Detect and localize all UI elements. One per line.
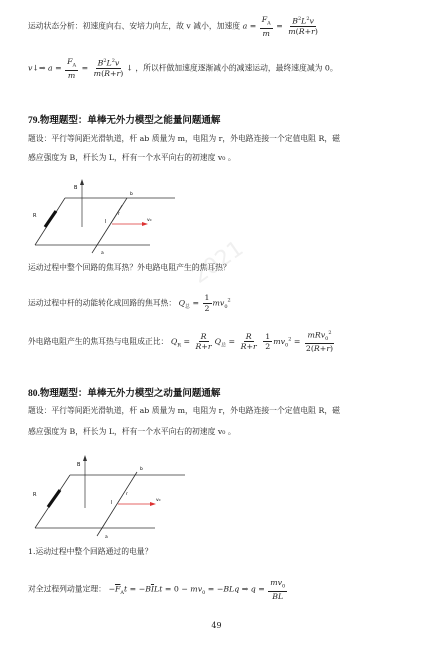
section-79-title: 79.物理题型：单棒无外力模型之能量问题通解 bbox=[28, 116, 221, 126]
page-number: 49 bbox=[211, 621, 222, 630]
fraction: $\frac{F_A}{m}$ bbox=[67, 57, 77, 80]
section-79-problem-line2: 感应强度为 B，杆长为 L，杆有一个水平向右的初速度 v₀ 。 bbox=[28, 153, 236, 162]
section-79-step2: 外电路电阻产生的焦耳热与电阻成正比： $Q_R$ = $\frac{R}{R+r}$ $Q_总$ = $\frac{R}{R+r}$ $\frac{1}{2}$ $mv_0^2$ = $\frac{mRv_0^2}{2(R+r)}$ bbox=[28, 330, 334, 354]
label-r: r bbox=[126, 492, 128, 497]
fraction: $\frac{B^2L^2v}{m(R+r)}$ bbox=[288, 16, 318, 37]
label-b: b bbox=[130, 192, 133, 197]
label-v0: v₀ bbox=[156, 498, 161, 503]
label-B: B bbox=[77, 462, 81, 468]
label-B: B bbox=[74, 185, 78, 191]
section-79-step1: 运动过程中杆的动能转化成回路的焦耳热： $Q_总$ = $\frac{1}{2}$ $mv_0^2$ bbox=[28, 293, 231, 313]
fraction: $\frac{R}{R+r}$ bbox=[195, 331, 212, 352]
section-80-step1: 对全过程列动量定理： $-\overline{F}_At = -B\overline{I}Lt = 0 - mv_0 = -BLq$ ⇒ q = $\frac{mv_0}{BL}$ bbox=[28, 578, 286, 601]
fraction: $\frac{F_A}{m}$ bbox=[261, 15, 271, 38]
label-v0: v₀ bbox=[147, 218, 152, 223]
section-79-problem-line1: 题设：平行等间距光滑轨道，杆 ab 质量为 m，电阻为 r，外电路连接一个定值电阻 R，磁 bbox=[28, 134, 340, 143]
watermark: 2021 bbox=[187, 236, 249, 289]
label-l: l bbox=[105, 219, 107, 225]
motion-analysis-line: 运动状态分析：初速度向右、安培力向左，故 v 减小，加速度 a = $\frac{F_A}{m}$ = $\frac{B^2L^2v}{m(R+r)}$ bbox=[28, 15, 318, 38]
label-R: R bbox=[33, 492, 37, 498]
motion-conclusion-line: v↓⇒ a = $\frac{F_A}{m}$ = $\frac{B^2L^2v}{m(R+r)}$ ↓ ，所以杆做加速度逐渐减小的减速运动，最终速度减为 0。 bbox=[28, 57, 338, 80]
label-a: a bbox=[105, 535, 108, 540]
section-80-title: 80.物理题型：单棒无外力模型之动量问题通解 bbox=[28, 389, 221, 399]
fraction: $\frac{B^2L^2v}{m(R+r)}$ bbox=[93, 58, 124, 79]
section-80-question: 1.运动过程中整个回路通过的电量？ bbox=[28, 547, 153, 556]
section-80-problem-line1: 题设：平行等间距光滑轨道，杆 ab 质量为 m，电阻为 r，外电路连接一个定值电阻 R，磁 bbox=[28, 406, 340, 415]
fraction: $\frac{mRv_0^2}{2(R+r)}$ bbox=[305, 330, 334, 354]
label-a: a bbox=[101, 251, 104, 256]
section-80-step1-text: 对全过程列动量定理： bbox=[28, 584, 106, 594]
label-l: l bbox=[111, 500, 113, 506]
section-79-question: 运动过程中整个回路的焦耳热？外电路电阻产生的焦耳热？ bbox=[28, 263, 231, 272]
fraction: $\frac{1}{2}$ bbox=[204, 293, 210, 313]
section-79-step2-text: 外电路电阻产生的焦耳热与电阻成正比： bbox=[28, 336, 169, 346]
section-79-step1-text: 运动过程中杆的动能转化成回路的焦耳热： bbox=[28, 298, 177, 308]
motion-conclusion-text: ，所以杆做加速度逐渐减小的减速运动，最终速度减为 0。 bbox=[135, 63, 338, 73]
label-R: R bbox=[33, 213, 37, 219]
label-b: b bbox=[140, 467, 143, 472]
fraction: $\frac{mv_0}{BL}$ bbox=[270, 578, 286, 601]
section-80-problem-line2: 感应强度为 B，杆长为 L，杆有一个水平向右的初速度 v₀ 。 bbox=[28, 427, 236, 436]
label-r: r bbox=[118, 212, 120, 217]
fraction: $\frac{1}{2}$ bbox=[265, 331, 271, 352]
circuit-diagram-80 bbox=[30, 450, 190, 540]
fraction: $\frac{R}{R+r}$ bbox=[240, 331, 257, 352]
motion-analysis-text: 运动状态分析：初速度向右、安培力向左，故 v 减小，加速度 bbox=[28, 21, 241, 31]
circuit-diagram-79 bbox=[30, 175, 180, 257]
